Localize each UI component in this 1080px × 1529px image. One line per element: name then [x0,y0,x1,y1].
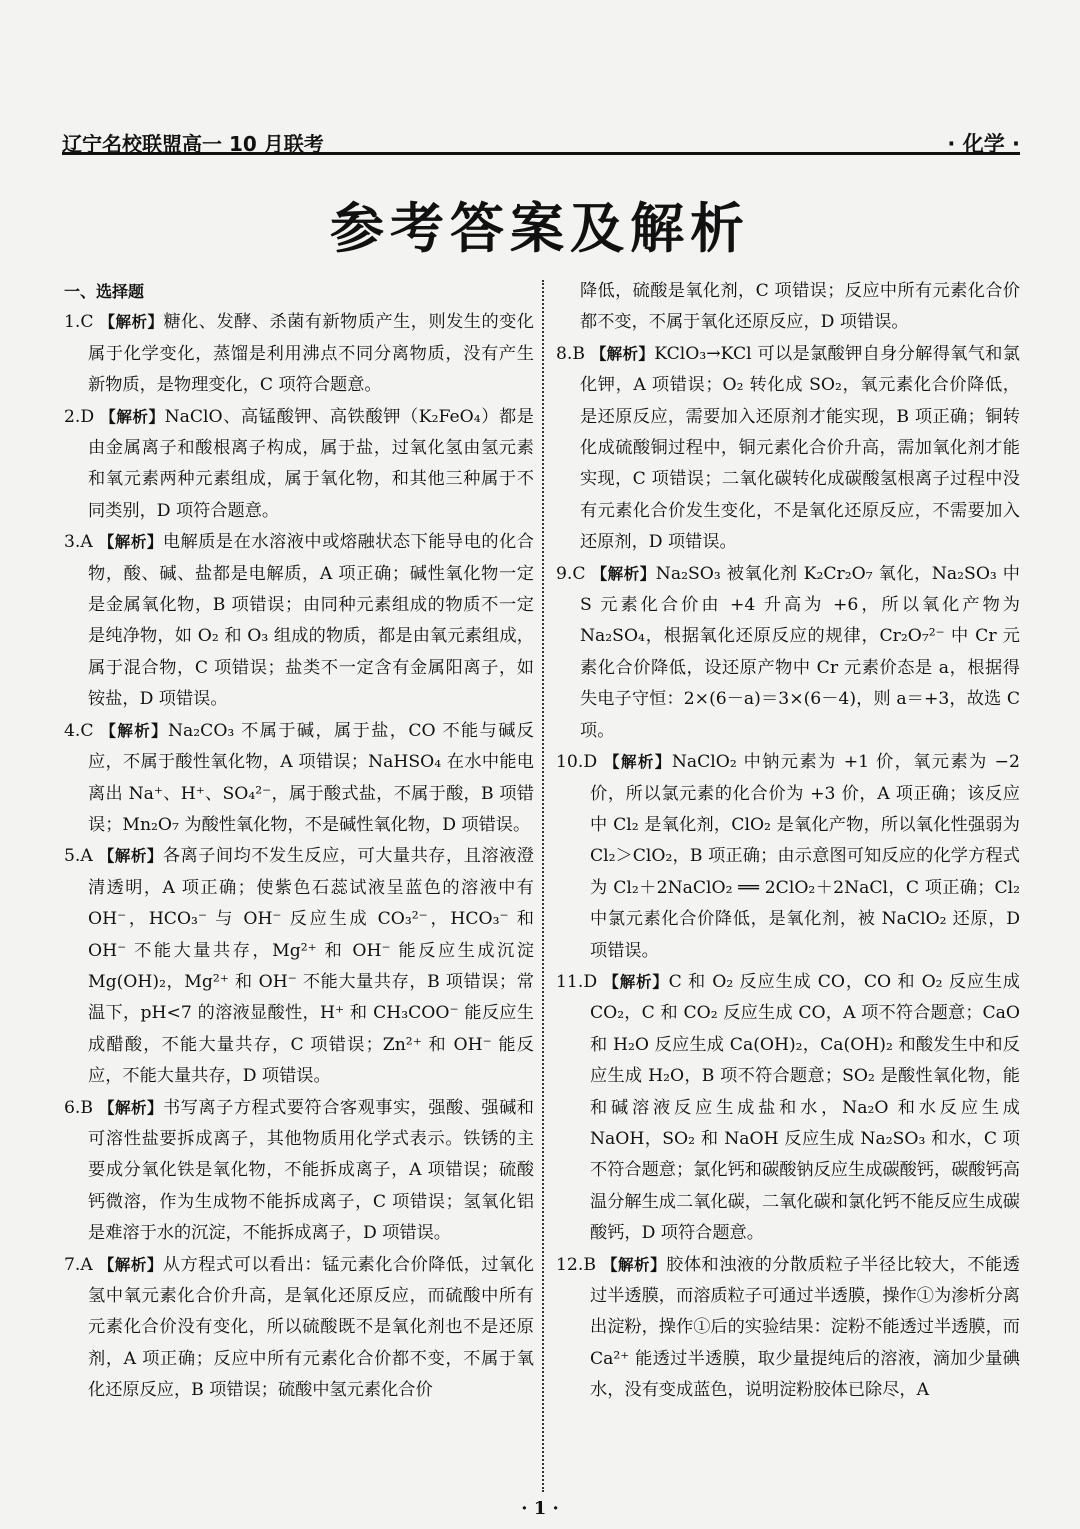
answer-number: 7.A [64,1254,93,1275]
analysis-tag: 【解析】 [590,344,655,363]
header-subject: · 化学 · [947,132,1020,156]
answer-number: 11.D [556,971,598,992]
answer-number: 4.C [64,720,94,741]
analysis-tag: 【解析】 [99,313,164,332]
analysis-text: NaClO、高锰酸钾、高铁酸钾（K₂FeO₄）都是由金属离子和酸根离子构成，属于盐，过氧化氢由氢元素和氧元素两种元素组成，属于氧化物，和其他三种属于不同类别，D 项符合题意。 [88,406,534,521]
column-divider [542,280,544,1492]
answer-number: 8.B [556,343,586,364]
analysis-tag: 【解析】 [98,1255,163,1274]
answer-item [556,559,1020,747]
analysis-text: 糖化、发酵、杀菌有新物质产生，则发生的变化属于化学变化，蒸馏是利用沸点不同分离物质，没有产生新物质，是物理变化，C 项符合题意。 [88,312,534,396]
page-number: · 1 · [521,1498,559,1519]
analysis-tag: 【解析】 [98,533,163,552]
answer-item [64,402,534,528]
analysis-tag: 【解析】 [601,1255,667,1274]
answer-number: 1.C [64,312,94,333]
answer-number: 10.D [556,752,598,773]
answer-item [556,967,1020,1250]
analysis-text: KClO₃→KCl 可以是氯酸钾自身分解得氧气和氯化钾，A 项错误；O₂ 转化成 SO₂，氧元素化合价降低，是还原反应，需要加入还原剂才能实现，B 项正确；铜转化成硫酸铜过程中，铜元素化合价升高，需加氧化剂才能实现，C 项错误；二氧化碳转化成碳酸氢根离子过程中没有元素化合价发生变化，不是氧化还原反应，不需要加入还原剂，D 项错误。 [580,343,1020,553]
answer-item [64,1093,534,1250]
answer-item [556,747,1020,967]
page-title: 参考答案及解析 [330,197,750,260]
answer-item [556,339,1020,559]
analysis-text: 从方程式可以看出：锰元素化合价降低，过氧化氢中氧元素化合价升高，是氧化还原反应，而硫酸中所有元素化合价没有变化，所以硫酸既不是氧化剂也不是还原剂，A 项正确；反应中所有元素化合价都不变，不属于氧化还原反应，B 项错误；硫酸中氢元素化合价 [88,1254,534,1401]
answer-item [64,841,534,1092]
header-rule [62,152,1020,155]
analysis-tag: 【解析】 [100,721,168,740]
answer-item [64,307,534,401]
answer-number: 9.C [556,563,586,584]
answer-item [64,716,534,842]
answer-item [64,527,534,715]
answer-number: 12.B [556,1254,596,1275]
answer-number: 6.B [64,1097,94,1118]
section-title: 一、选择题 [64,282,145,301]
right-column [556,276,1020,1407]
analysis-tag: 【解析】 [98,847,163,866]
analysis-tag: 【解析】 [604,753,672,772]
analysis-tag: 【解析】 [100,407,165,426]
analysis-tag: 【解析】 [603,972,669,991]
analysis-text: 各离子间均不发生反应，可大量共存，且溶液澄清透明，A 项正确；使紫色石蕊试液呈蓝色的溶液中有 OH⁻，HCO₃⁻ 与 OH⁻ 反应生成 CO₃²⁻，HCO₃⁻ 和 OH⁻ 不能大量共存，Mg²⁺ 和 OH⁻ 能反应生成沉淀 Mg(OH)₂，Mg²⁺ 和 OH⁻ 不能大量共存，B 项错误；常温下，pH<7 的溶液显酸性，H⁺ 和 CH₃COO⁻ 能反应生成醋酸，不能大量共存，C 项错误；Zn²⁺ 和 OH⁻ 能反应，不能大量共存，D 项错误。 [88,846,534,1087]
answer-number: 5.A [64,846,93,867]
answer-number: 2.D [64,406,95,427]
answer-item [556,1250,1020,1407]
answer-item [64,1250,534,1407]
analysis-tag: 【解析】 [591,564,656,583]
analysis-text: Na₂SO₃ 被氧化剂 K₂Cr₂O₇ 氧化，Na₂SO₃ 中 S 元素化合价由 +4 升高为 +6，所以氧化产物为 Na₂SO₄，根据氧化还原反应的规律，Cr₂O₇²⁻ 中 Cr 元素化合价降低，设还原产物中 Cr 元素价态是 a，根据得失电子守恒：2×(6－a)＝3×(6－4)，则 a＝+3，故选 C 项。 [580,563,1020,741]
analysis-text: Na₂CO₃ 不属于碱，属于盐，CO 不能与碱反应，不属于酸性氧化物，A 项错误；NaHSO₄ 在水中能电离出 Na⁺、H⁺、SO₄²⁻，属于酸式盐，不属于酸，B 项错误；Mn₂O₇ 为酸性氧化物，不是碱性氧化物，D 项错误。 [88,720,534,835]
left-column [64,276,534,1407]
analysis-text: 电解质是在水溶液中或熔融状态下能导电的化合物，酸、碱、盐都是电解质，A 项正确；碱性氧化物一定是金属氧化物，B 项错误；由同种元素组成的物质不一定是纯净物，如 O₂ 和 O₃ 组成的物质，都是由氧元素组成，属于混合物，C 项错误；盐类不一定含有金属阳离子，如铵盐，D 项错误。 [88,532,534,710]
answer-number: 3.A [64,532,93,553]
continuation-text: 降低，硫酸是氧化剂，C 项错误；反应中所有元素化合价都不变，不属于氧化还原反应，D 项错误。 [580,281,1020,333]
analysis-text: 书写离子方程式要符合客观事实，强酸、强碱和可溶性盐要拆成离子，其他物质用化学式表示。铁锈的主要成分氧化铁是氧化物，不能拆成离子，A 项错误；硫酸钙微溶，作为生成物不能拆成离子，C 项错误；氢氧化铝是难溶于水的沉淀，不能拆成离子，D 项错误。 [88,1097,534,1244]
analysis-text: NaClO₂ 中钠元素为 +1 价，氧元素为 −2 价，所以氯元素的化合价为 +3 价，A 项正确；该反应中 Cl₂ 是氧化剂，ClO₂ 是氧化产物，所以氧化性强弱为 Cl₂＞ClO₂，B 项正确；由示意图可知反应的化学方程式为 Cl₂＋2NaClO₂ ══ 2ClO₂＋2NaCl，C 项正确；Cl₂ 中氯元素化合价降低，是氧化剂，被 NaClO₂ 还原，D 项错误。 [590,752,1020,961]
analysis-tag: 【解析】 [99,1098,164,1117]
header-exam-name: 辽宁名校联盟高一 10 月联考 [62,132,324,156]
analysis-text: C 和 O₂ 反应生成 CO，CO 和 O₂ 反应生成 CO₂，C 和 CO₂ 反应生成 CO，A 项不符合题意；CaO 和 H₂O 反应生成 Ca(OH)₂，Ca(OH)₂ 和酸发生中和反应生成 H₂O，B 项不符合题意；SO₂ 是酸性氧化物，能和碱溶液反应生成盐和水，Na₂O 和水反应生成 NaOH，SO₂ 和 NaOH 反应生成 Na₂SO₃ 和水，C 项不符合题意；氯化钙和碳酸钠反应生成碳酸钙，碳酸钙高温分解生成二氧化碳，二氧化碳和氯化钙不能反应生成碳酸钙，D 项符合题意。 [590,971,1020,1244]
analysis-text: 胶体和浊液的分散质粒子半径比较大，不能透过半透膜，而溶质粒子可通过半透膜，操作①为渗析分离出淀粉，操作①后的实验结果：淀粉不能透过半透膜，而 Ca²⁺ 能透过半透膜，取少量提纯后的溶液，滴加少量碘水，没有变成蓝色，说明淀粉胶体已除尽，A [590,1254,1020,1401]
